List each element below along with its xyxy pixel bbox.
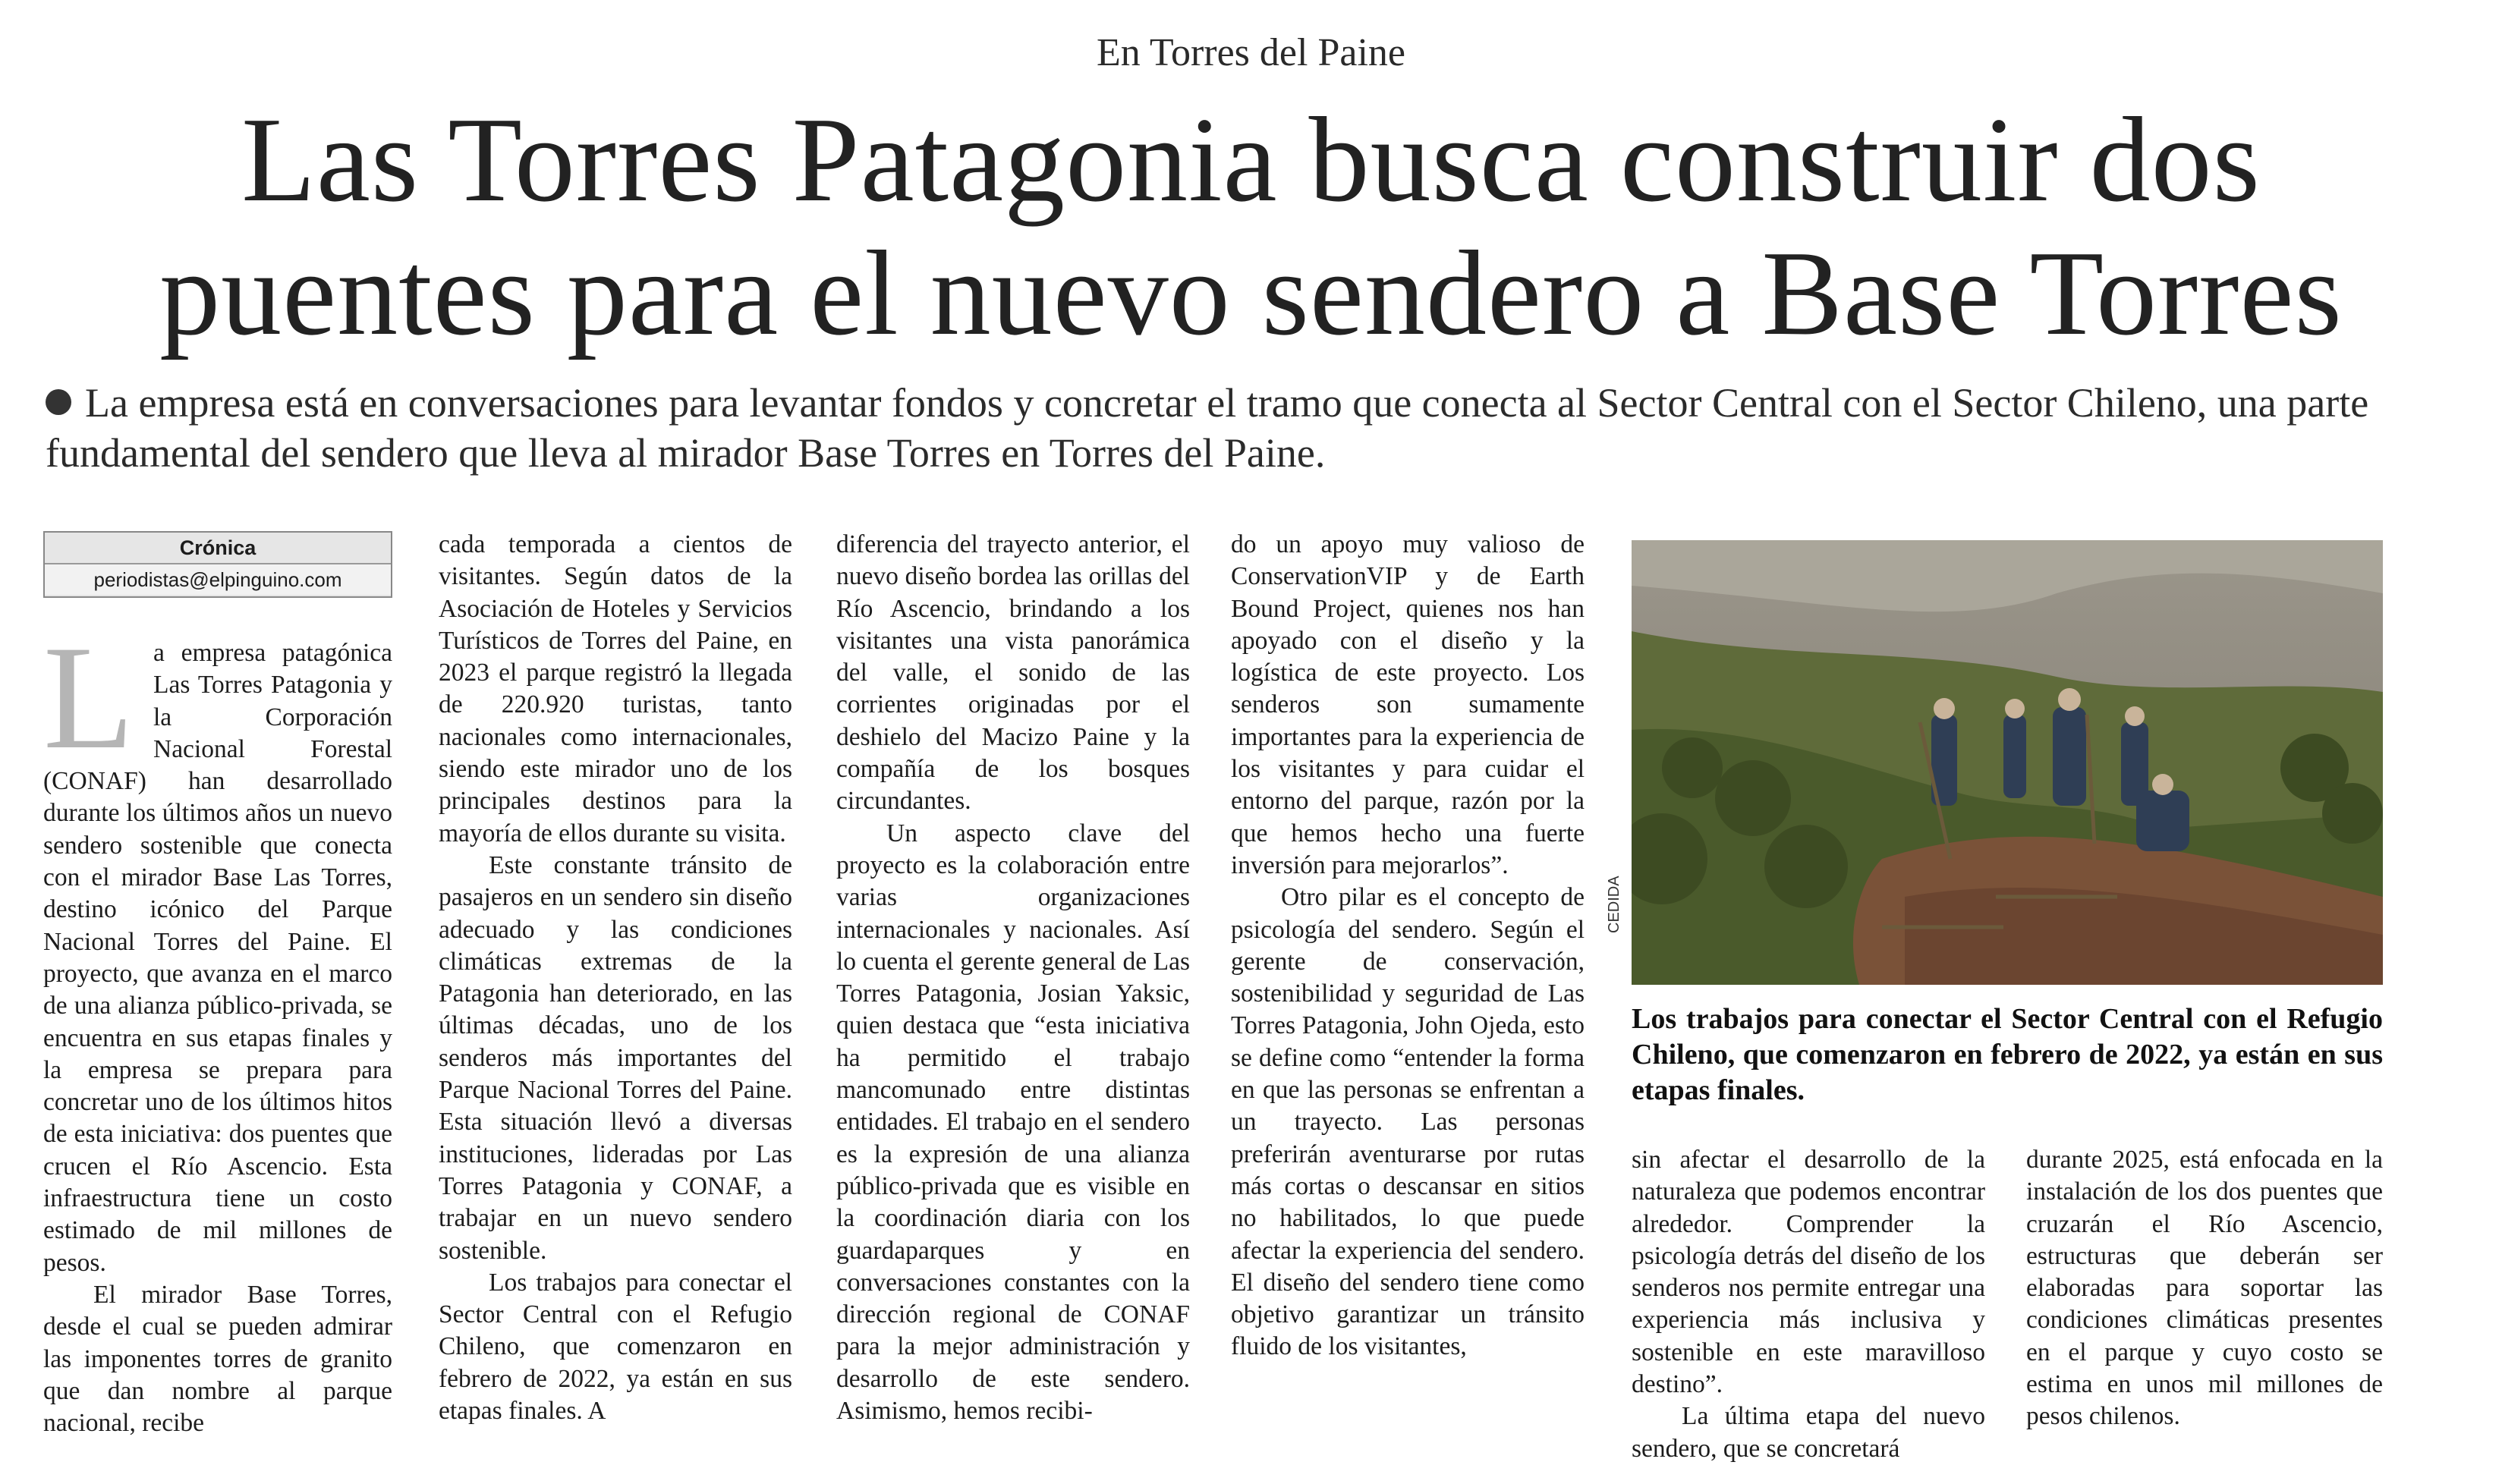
- column-2: [439, 529, 792, 1427]
- paragraph: La empresa patagónica Las Torres Patagonia y la Corporación Nacional Forestal (CONAF) han desarrollado durante los últimos años un nuevo sendero sostenible que conecta con el mirador Base Las Torres, destino icónico del Parque Nacional Torres del Paine. El proyecto, que avanza en el marco de una alianza público-privada, se encuentra en sus etapas finales y la empresa se prepara para concretar uno de los últimos hitos de esta iniciativa: dos puentes que crucen el Río Ascencio. Esta infraestructura tiene un costo estimado de mil millones de pesos.: [43, 615, 392, 1277]
- paragraph: El mirador Base Torres, desde el cual se pueden admirar las imponentes torres de granito que dan nombre al parque nacional, recibe: [43, 1280, 392, 1438]
- bullet-icon: [46, 389, 71, 415]
- paragraph: Otro pilar es el concepto de psicología del sendero. Según el gerente de conservación, sostenibilidad y seguridad de Las Torres Patagonia, John Ojeda, esto se define como “entender la forma en que las personas se enfrentan a un trayecto. Las personas preferirán aventurarse por rutas más cortas o descansar en sitios no habilitados, lo que puede afectar la experiencia del sendero. El diseño del sendero tiene como objetivo garantizar un tránsito fluido de los visitantes,: [1231, 883, 1585, 1361]
- headline-line-1: Las Torres Patagonia busca construir dos: [241, 92, 2261, 227]
- paragraph: La última etapa del nuevo sendero, que se concretará: [1632, 1402, 1985, 1463]
- photo-credit: CEDIDA: [1606, 876, 1622, 933]
- headline-line-2: puentes para el nuevo sendero a Base Torres: [159, 225, 2343, 360]
- column-4: [1231, 529, 1585, 1363]
- paragraph: Un aspecto clave del proyecto es la colaboración entre varias organizaciones internacionales y nacionales. Así lo cuenta el gerente general de Las Torres Patagonia, Josian Yaksic, quien destaca que “esta iniciativa ha permitido el trabajo mancomunado entre distintas entidades. El trabajo en el sendero es la expresión de una alianza público-privada que es visible en la coordinación diaria con los guardaparques y en conversaciones constantes con la dirección regional de CONAF para la mejor administración y desarrollo de este sendero. Asimismo, hemos recibi-: [836, 819, 1190, 1426]
- article-photo: [1632, 540, 2383, 985]
- trail-workers-image: [1632, 540, 2383, 985]
- paragraph: do un apoyo muy valioso de ConservationVIP y de Earth Bound Project, quienes nos han apoyado con el diseño y la logística de este proyecto. Los senderos son sumamente importantes para la experiencia de los visitantes y para cuidar el entorno del parque, razón por la que hemos hecho una fuerte inversión para mejorarlos”.: [1231, 530, 1585, 879]
- deck: [46, 378, 2472, 478]
- byline-section: Crónica: [45, 533, 391, 564]
- byline-email: periodistas@elpinguino.com: [45, 564, 391, 595]
- paragraph: Este constante tránsito de pasajeros en un sendero sin diseño adecuado y las condiciones climáticas extremas de la Patagonia han deteriorado, en las últimas décadas, uno de los senderos más importantes del Parque Nacional Torres del Paine. Esta situación llevó a diversas instituciones, lideradas por Las Torres Patagonia y CONAF, a trabajar en un nuevo sendero sostenible.: [439, 850, 792, 1265]
- column-5: [1632, 1144, 1985, 1465]
- paragraph: diferencia del trayecto anterior, el nuevo diseño bordea las orillas del Río Ascencio, brindando a los visitantes una vista panorámica del valle, el sonido de las corrientes originadas por el deshielo del Macizo Paine y la compañía de los bosques circundantes.: [836, 530, 1190, 816]
- kicker: En Torres del Paine: [1097, 31, 1405, 74]
- byline-box: [43, 531, 392, 598]
- drop-cap: L: [43, 615, 134, 780]
- paragraph: durante 2025, está enfocada en la instalación de los dos puentes que cruzarán el Río Ascencio, estructuras que deberán ser elaboradas para soportar las condiciones climáticas presentes en el parque y cuyo costo se estima en unos mil millones de pesos chilenos.: [2026, 1146, 2383, 1431]
- headline: [46, 93, 2456, 360]
- paragraph: Los trabajos para conectar el Sector Central con el Refugio Chileno, que comenzaron en febrero de 2022, ya están en sus etapas finales. A: [439, 1268, 792, 1426]
- photo-caption: Los trabajos para conectar el Sector Central con el Refugio Chileno, que comenzaron en febrero de 2022, ya están en sus etapas finales.: [1632, 1003, 2383, 1106]
- deck-text: La empresa está en conversaciones para levantar fondos y concretar el tramo que conecta al Sector Central con el Sector Chileno, una parte fundamental del sendero que lleva al mirador Base Torres en Torres del Paine.: [46, 380, 2369, 476]
- column-1: [43, 531, 392, 1439]
- column-3: [836, 529, 1190, 1427]
- paragraph: cada temporada a cientos de visitantes. Según datos de la Asociación de Hoteles y Servicios Turísticos de Torres del Paine, en 2023 el parque registró la llegada de 220.920 turistas, tanto nacionales como internacionales, siendo este mirador uno de los principales destinos para la mayoría de ellos durante su visita.: [439, 530, 792, 847]
- column-6: [2026, 1144, 2383, 1433]
- paragraph: sin afectar el desarrollo de la naturaleza que podemos encontrar alrededor. Comprender la psicología detrás del diseño de los senderos nos permite entregar una experiencia más inclusiva y sostenible en este maravilloso destino”.: [1632, 1146, 1985, 1399]
